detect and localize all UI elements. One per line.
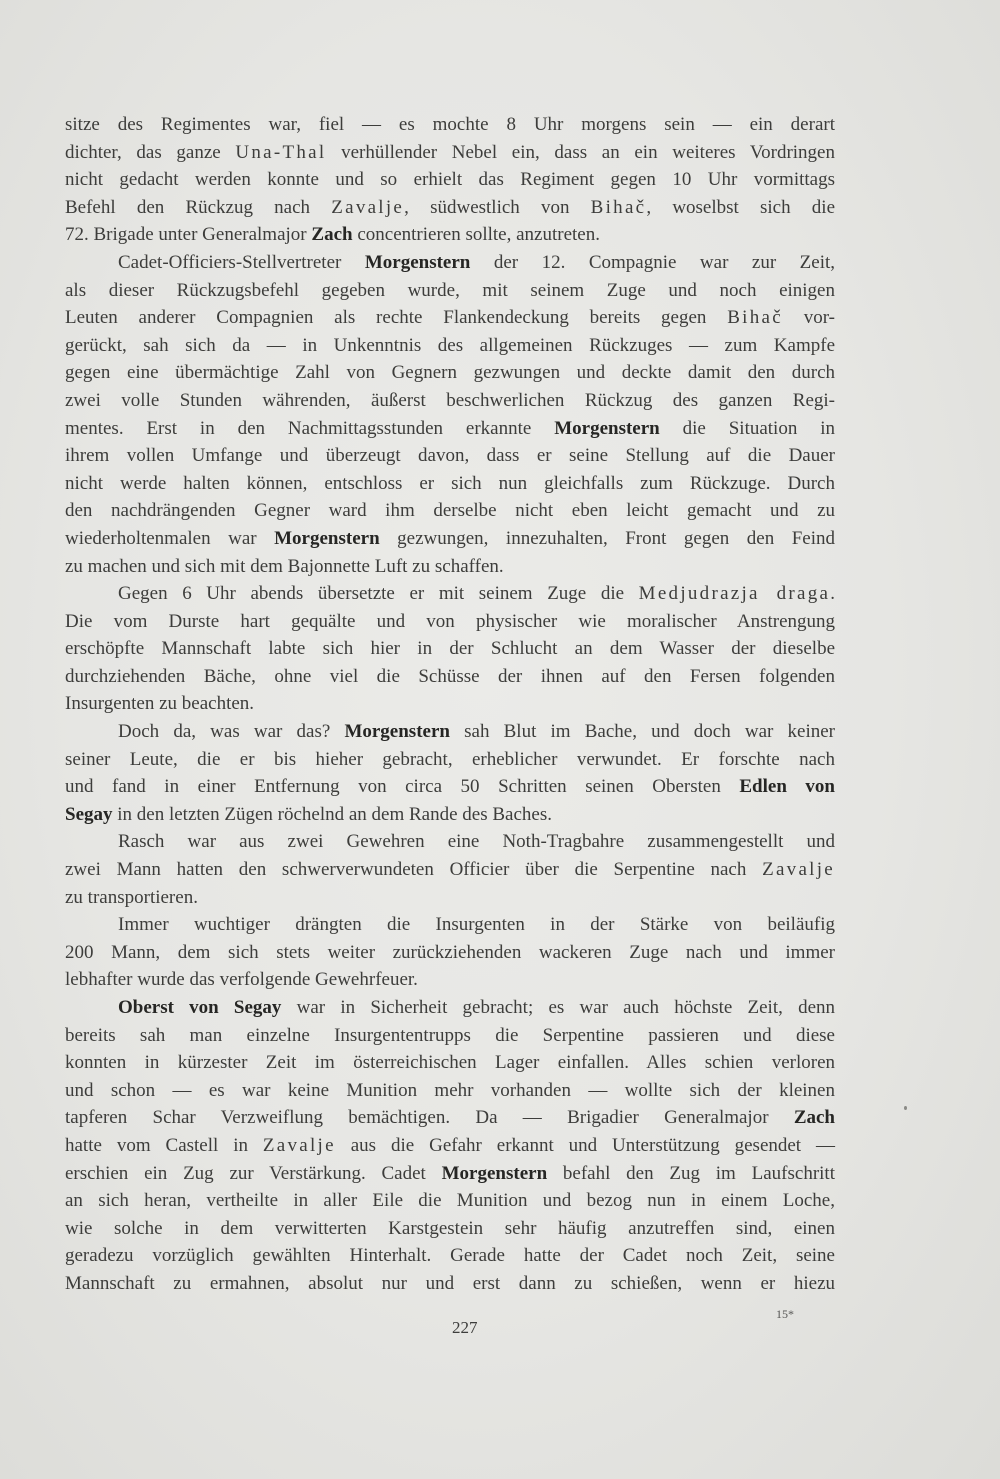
text-line [65,746,835,774]
text-run: , woselbst sich die [646,196,836,218]
text-line [65,828,835,856]
text-line [65,553,835,581]
paragraph [65,718,835,828]
text-run: gegen eine übermächtige Zahl von Gegnern gezwungen und deckte damit den durch [65,362,835,384]
text-run: hatte vom Castell in [65,1134,263,1156]
text-run: concentrieren sollte, anzutreten. [352,224,600,246]
spaced-emphasis: Medjudrazja draga [638,583,831,605]
text-line [65,1022,835,1050]
bold-name: Zach [311,224,353,246]
text-run: aus die Gefahr erkannt und Unterstützung gesendet — [335,1134,835,1156]
text-line [65,442,835,470]
spaced-emphasis: Bihač [727,307,783,329]
paragraph [65,249,835,580]
text-line [65,139,835,167]
bold-name: Morgenstern [274,527,380,549]
text-run: dichter, das ganze [65,141,236,163]
text-run: Insurgenten zu beachten. [65,693,255,715]
text-run: verhüllender Nebel ein, dass an ein weiteres Vordringen [326,141,835,163]
text-line [65,580,835,608]
text-run: die Situation in [659,417,835,439]
text-run: Leuten anderer Compagnien als rechte Flankendeckung bereits gegen [65,307,728,329]
bold-name: Segay [65,803,113,825]
text-line [65,690,835,718]
text-run: Die vom Durste hart gequälte und von physischer wie moralischer Anstrengung [65,610,835,632]
spaced-emphasis: Zavalje [262,1134,336,1156]
text-line [65,1270,835,1298]
bold-name: Morgenstern [364,251,471,273]
text-run: , südwestlich von [404,196,591,218]
text-run: konnten in kürzester Zeit im österreichischen Lager einfallen. Alles schien verloren [65,1052,835,1074]
text-line [65,166,835,194]
text-run: Gegen 6 Uhr abends übersetzte er mit seinem Zuge die [118,583,639,605]
text-run: wiederholtenmalen war [65,527,275,549]
text-run: Rasch war aus zwei Gewehren eine Noth-Tragbahre zusammengestellt und [118,831,835,853]
text-line [65,635,835,663]
bold-name: Edlen von [739,776,835,798]
text-line [65,1132,835,1160]
paragraph [65,828,835,911]
text-line [65,1215,835,1243]
text-run: . [830,583,835,605]
text-run: Doch da, was war das? [118,721,345,743]
text-run: gezwungen, innezuhalten, Front gegen den Feind [379,527,836,549]
paragraph [65,994,835,1298]
text-run: erschöpfte Mannschaft labte sich hier in der Schlucht an dem Wasser der dieselbe [65,638,835,660]
paragraph [65,911,835,994]
body-text [65,111,835,1298]
paragraph [65,580,835,718]
text-run: vor- [782,307,835,329]
text-line [65,801,835,829]
text-run: lebhafter wurde das verfolgende Gewehrfeuer. [65,969,418,991]
text-run: zwei volle Stunden währenden, äußerst beschwerlichen Rückzug des ganzen Regi- [65,389,835,411]
text-line [65,718,835,746]
text-line [65,111,835,139]
text-run: der 12. Compagnie war zur Zeit, [470,251,836,273]
text-run: erschien ein Zug zur Verstärkung. Cadet [65,1162,442,1184]
text-run: seiner Leute, die er bis hieher gebracht, erheblicher verwundet. Er forschte nach [65,748,835,770]
text-run: ihrem vollen Umfange und überzeugt davon, dass er seine Stellung auf die Dauer [65,445,835,467]
text-line [65,994,835,1022]
text-run: als dieser Rückzugsbefehl gegeben wurde, mit seinem Zuge und noch einigen [65,279,835,301]
text-run: zu transportieren. [65,886,198,908]
text-line [65,1104,835,1132]
text-run: geradezu vorzüglich gewählten Hinterhalt. Gerade hatte der Cadet noch Zeit, seine [65,1245,835,1267]
text-line [65,966,835,994]
spaced-emphasis: Una-Thal [235,141,327,163]
text-line [65,525,835,553]
text-run: Befehl den Rückzug nach [65,196,332,218]
text-run: durchziehenden Bäche, ohne viel die Schüsse der ihnen auf den Fersen folgenden [65,665,835,687]
bold-name: Morgenstern [441,1162,548,1184]
spaced-emphasis: Zavalje [331,196,405,218]
text-line [65,221,835,249]
text-run: bereits sah man einzelne Insurgententrupps die Serpentine passieren und diese [65,1024,835,1046]
text-line [65,304,835,332]
text-run: den nachdrängenden Gegner ward ihm derselbe nicht eben leicht gemacht und zu [65,500,835,522]
text-run: wie solche in dem verwitterten Karstgestein sehr häufig anzutreffen sind, einen [65,1217,835,1239]
text-line [65,773,835,801]
text-run: befahl den Zug im Laufschritt [547,1162,835,1184]
text-run: Cadet-Officiers-Stellvertreter [118,251,365,273]
text-run: Mannschaft zu ermahnen, absolut nur und erst dann zu schießen, wenn er hiezu [65,1272,835,1294]
text-run: 72. Brigade unter Generalmajor [65,224,312,246]
text-line [65,470,835,498]
text-run: sah Blut im Bache, und doch war keiner [449,721,835,743]
text-line [65,1160,835,1188]
text-run: sitze des Regimentes war, fiel — es mochte 8 Uhr morgens sein — ein derart [65,114,835,135]
bold-name: Morgenstern [554,417,660,439]
text-line [65,1187,835,1215]
text-run: Immer wuchtiger drängten die Insurgenten in der Stärke von beiläufig [118,914,835,936]
text-run: tapferen Schar Verzweiflung bemächtigen. Da — Brigadier Generalmajor [65,1107,794,1129]
text-run: und fand in einer Entfernung von circa 50 Schritten seinen Obersten [65,776,740,798]
text-run: an sich heran, vertheilte in aller Eile die Munition und bezog nun in einem Loche, [65,1190,835,1212]
text-line [65,497,835,525]
text-line [65,911,835,939]
text-line [65,608,835,636]
text-line [65,663,835,691]
text-line [65,194,835,222]
text-run: 200 Mann, dem sich stets weiter zurückziehenden wackeren Zuge nach und immer [65,941,835,963]
spaced-emphasis: Zavalje [762,859,835,881]
text-run: und schon — es war keine Munition mehr vorhanden — wollte sich der kleinen [65,1079,835,1101]
text-line [65,939,835,967]
bold-name: Morgenstern [344,721,450,743]
text-run: war in Sicherheit gebracht; es war auch höchste Zeit, denn [281,997,835,1018]
text-run: gerückt, sah sich da — in Unkenntnis des allgemeinen Rückzuges — zum Kampfe [65,334,835,356]
text-line [65,415,835,443]
paragraph [65,111,835,249]
text-run: in den letzten Zügen röchelnd an dem Rande des Baches. [112,803,552,825]
text-run: zwei Mann hatten den schwerverwundeten Officier über die Serpentine nach [65,859,763,881]
text-line [65,387,835,415]
spaced-emphasis: Bihač [590,196,647,218]
text-run: zu machen und sich mit dem Bajonnette Luft zu schaffen. [65,555,504,577]
text-run: nicht gedacht werden konnte und so erhielt das Regiment gegen 10 Uhr vormittags [65,169,835,191]
text-line [65,249,835,277]
text-line [65,332,835,360]
scan-speck [904,1106,907,1110]
bold-name: Oberst von Segay [118,997,282,1018]
text-line [65,359,835,387]
text-run: nicht werde halten können, entschloss er sich nun gleichfalls zum Rückzuge. Durch [65,472,835,494]
text-run: mentes. Erst in den Nachmittagsstunden erkannte [65,417,555,439]
text-line [65,277,835,305]
text-line [65,856,835,884]
signature-mark: 15* [776,1307,794,1321]
text-line [65,1242,835,1270]
text-line [65,884,835,912]
page-number: 227 [452,1318,478,1337]
text-line [65,1049,835,1077]
text-line [65,1077,835,1105]
bold-name: Zach [793,1107,835,1129]
